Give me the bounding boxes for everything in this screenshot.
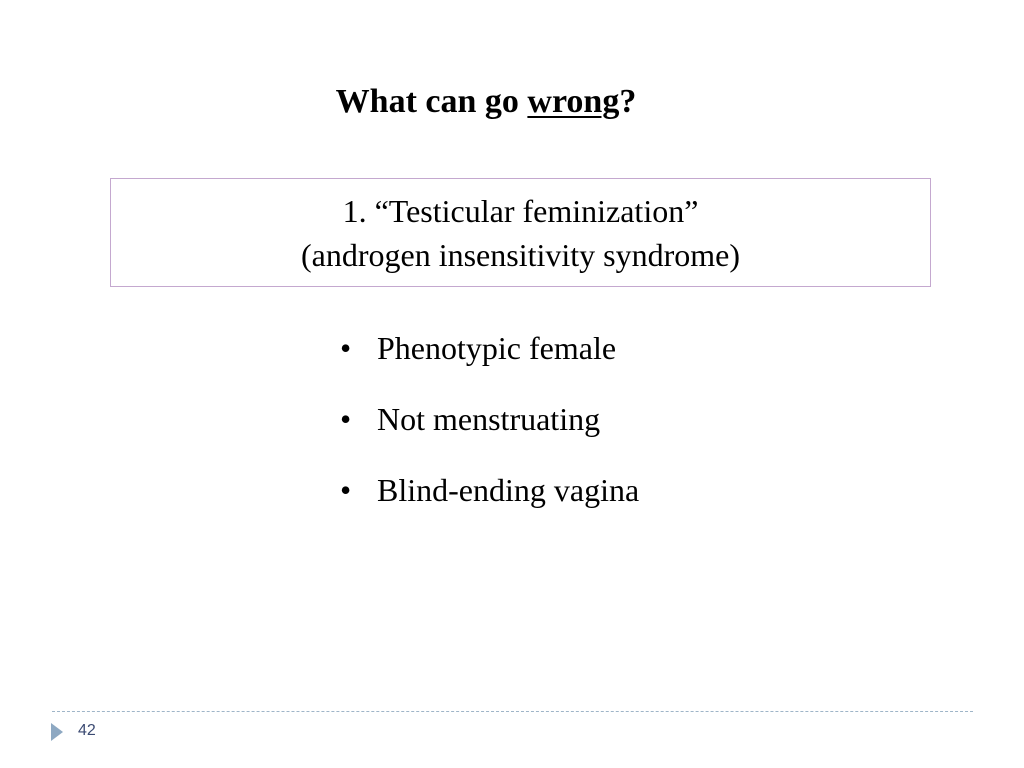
footer-divider	[52, 711, 973, 712]
triangle-right-icon	[50, 722, 64, 742]
list-item-text: Blind-ending vagina	[377, 472, 640, 508]
callout-line-2: (androgen insensitivity syndrome)	[300, 236, 741, 273]
list-item	[340, 468, 639, 539]
callout-line-1: 1. “Testicular feminization”	[342, 192, 699, 229]
bullet-icon: •	[340, 330, 352, 366]
bullet-icon: •	[340, 401, 352, 437]
bullet-icon: •	[340, 472, 352, 508]
title-emphasis: wrong	[527, 83, 620, 120]
list-item-text: Phenotypic female	[377, 330, 617, 366]
title-prefix: What can go	[335, 83, 528, 120]
page-number: 42	[78, 722, 96, 739]
list-item	[340, 397, 639, 468]
callout-box	[110, 178, 931, 287]
slide-title	[0, 80, 972, 124]
list-item-text: Not menstruating	[377, 401, 601, 437]
bullet-list	[340, 326, 639, 539]
title-suffix: ?	[619, 83, 637, 120]
list-item	[340, 326, 639, 397]
